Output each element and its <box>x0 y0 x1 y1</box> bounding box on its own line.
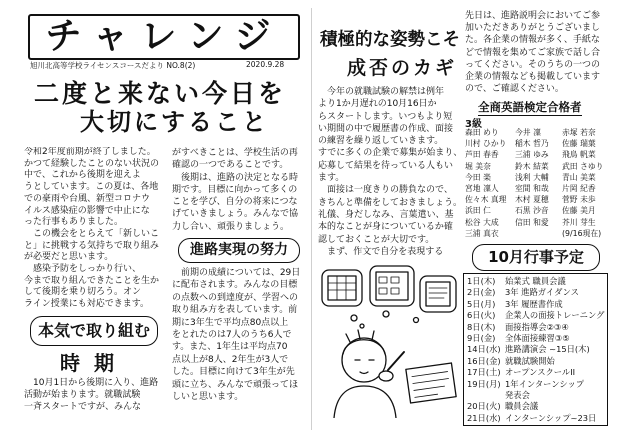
desk-paper <box>406 363 456 403</box>
notice-article <box>465 10 611 95</box>
names-row <box>465 127 611 138</box>
name-cell: 鈴木 結菜 <box>515 161 549 171</box>
names-row <box>465 172 611 183</box>
passer-names-list <box>465 127 611 239</box>
document-boxes <box>379 277 399 294</box>
thought-dot <box>414 318 419 323</box>
schedule-event: 就職試験開始 <box>505 355 555 366</box>
schedule-event: インターンシップ~23日 <box>505 412 597 423</box>
name-cell: 信田 和愛 <box>515 217 549 227</box>
names-row <box>465 194 611 205</box>
paper-sheet <box>406 363 456 403</box>
student-thinking-illustration <box>316 262 462 418</box>
name-cell: 佐藤 瑞葉 <box>562 139 596 149</box>
names-row <box>465 217 611 228</box>
schedule-event: 面接指導会②③④ <box>505 321 569 332</box>
schedule-row <box>467 333 607 344</box>
schedule-event: 進路講演会 ~15日(木) <box>505 344 590 355</box>
article-line: の点数への到達度が、学習への <box>172 292 299 303</box>
article-line: ことを学び、自分の将来につな <box>172 197 298 208</box>
continued-article <box>172 147 306 233</box>
schedule-date: 6日(火) <box>467 310 496 321</box>
name-cell: 川村 ひかり <box>465 139 507 149</box>
article-line: まず、作文で自分を表現する <box>318 246 444 257</box>
article-line: うとしています。この夏は、各地 <box>24 182 159 193</box>
names-row <box>465 205 611 216</box>
schedule-event: 発表会 <box>505 390 530 401</box>
document-icon <box>426 282 450 306</box>
schedule-list <box>463 273 608 426</box>
names-row <box>465 138 611 149</box>
schedule-row <box>467 322 607 333</box>
article-line: 期です。目標に向かって多くの <box>172 184 298 195</box>
article-line: かつて経験したことのない状況の <box>24 158 160 169</box>
schedule-event: 1年インターンシップ <box>505 378 585 389</box>
article-line: この機会をとらえて「新しいこ <box>24 228 160 239</box>
article-line: 面接は一度きりの勝負なので、 <box>318 185 453 196</box>
article-line: った行事もありました。 <box>24 217 124 228</box>
schedule-event: 3年 進路ガイダンス <box>505 287 579 298</box>
headline-line-1: 二度と来ない今日を <box>34 79 287 108</box>
article-line: 点以上が8人、2年生が3人で <box>172 354 289 365</box>
name-cell: 武田 さゆり <box>562 161 604 171</box>
schedule-row <box>467 356 607 367</box>
name-cell: 堀 美奈 <box>465 161 491 171</box>
schedule-date: 21日(水) <box>467 412 501 423</box>
article-line: がすべきことは、学校生活の再 <box>172 148 298 158</box>
thought-dot <box>351 315 357 321</box>
name-cell: 青山 美菜 <box>562 172 596 182</box>
section-heading-effort: 本気で取り組む <box>30 316 158 346</box>
schedule-row <box>467 390 607 401</box>
document-icon <box>328 276 356 300</box>
article-line: での豪雨や台風、新型コロナウ <box>24 193 151 204</box>
schedule-row <box>467 344 607 355</box>
article-line: が必要だと思います。 <box>24 252 114 263</box>
schedule-row <box>467 379 607 390</box>
article-line: の練習を繰り返していきます。 <box>318 136 444 147</box>
name-cell: 菅野 未歩 <box>562 195 596 205</box>
article-line: 感染予防をしっかり行い、 <box>24 264 142 275</box>
name-cell: 芥川 芽生 <box>562 217 596 227</box>
thought-dot <box>360 324 364 328</box>
name-cell: 木村 夏穂 <box>515 195 549 205</box>
article-line: しいと思います。 <box>172 392 244 403</box>
section-heading-attitude-sub: 成否のカギ <box>347 57 458 79</box>
article-line: 令和2年度前期が終了しました。 <box>24 147 156 157</box>
article-line: 今年の就職試験の解禁は例年 <box>318 87 445 97</box>
article-line: 認しておくことが大切です。 <box>318 234 435 245</box>
schedule-date: 14日(水) <box>467 344 501 355</box>
thought-dot <box>383 311 389 317</box>
name-cell: 浅利 大輔 <box>515 172 549 182</box>
article-line: た。各企業の情報が多く、手紙な <box>465 35 600 46</box>
schedule-event: 企業人の面接トレーニング <box>505 310 605 321</box>
article-line: きちんと準備をしておきましょう。 <box>318 197 462 208</box>
newsletter-subtitle: 旭川北高等学校ライセンスコースだより NO.8(2) <box>30 61 196 70</box>
section-heading-career: 進路実現の努力 <box>178 238 300 263</box>
article-line: ます。 <box>318 173 345 184</box>
article-line: 前期の成績については、29日 <box>172 268 301 278</box>
name-cell: (9/16現在) <box>562 228 602 238</box>
name-cell: 石黒 沙音 <box>515 206 549 216</box>
article-line: して後期を乗り切ろう。オン <box>24 287 142 298</box>
article-line: すでに多くの企業で募集が始まり、 <box>318 148 462 159</box>
names-row <box>465 149 611 160</box>
schedule-event: 始業式 職員会議 <box>505 276 566 286</box>
names-row <box>465 161 611 172</box>
schedule-row <box>467 367 607 378</box>
article-line: 頭に立ち、みんなで頑張ってほ <box>172 379 299 390</box>
schedule-event: 職員会議 <box>505 401 539 412</box>
name-cell: 赤塚 若奈 <box>562 128 596 137</box>
article-line: と」に挑戦する気持ちで取り組み <box>24 240 159 251</box>
pencil-icon <box>388 352 404 370</box>
article-line: 期に3年生で平均点80点以上 <box>172 317 289 328</box>
article-line: 確認の一つであることです。 <box>172 160 289 171</box>
article-line: 活動が始まります。就職試験 <box>24 390 141 400</box>
article-line: 中で、これから後期を迎えよ <box>24 170 141 181</box>
schedule-date <box>467 390 505 401</box>
issue-date: 2020.9.28 <box>246 60 285 69</box>
article-line: より1か月遅れの10月16日か <box>318 99 437 110</box>
section-heading-effort-sub: 時期 <box>60 351 128 375</box>
name-cell: 浜田 仁 <box>465 206 491 216</box>
name-cell: 松谷 大成 <box>465 217 499 227</box>
newsletter-title: チャレンジ <box>28 14 300 60</box>
article-line: す。また、1年生は平均点70 <box>172 342 288 353</box>
name-cell: 片岡 紀香 <box>562 184 596 194</box>
article-line: 力し合い、頑張りましょう。 <box>172 221 290 232</box>
article-line: 本的なことが身についているか確 <box>318 222 453 233</box>
name-cell: 宮地 凜人 <box>465 184 499 194</box>
name-cell: 稲木 哲乃 <box>515 139 549 149</box>
name-cell: 三浦 真衣 <box>465 228 499 238</box>
document-grid <box>328 276 356 300</box>
exam-heading: 全商英語検定合格者 <box>478 100 582 114</box>
schedule-date: 16日(金) <box>467 355 501 366</box>
names-row <box>465 228 611 239</box>
name-cell: 佐藤 美月 <box>562 206 596 216</box>
article-line: 一斉スタートですが、みんな <box>24 402 142 412</box>
section-heading-attitude: 積極的な姿勢こそ <box>320 30 460 50</box>
article-line: 後期は、進路の決定となる時 <box>172 172 299 183</box>
article-line: い期間の中で履歴書の作成、面接 <box>318 123 454 134</box>
schedule-event: 3年 履歴書作成 <box>505 298 563 309</box>
name-cell: 三浦 ゆみ <box>515 150 549 160</box>
names-row <box>465 183 611 194</box>
article-line: ので、ご確認ください。 <box>465 84 564 95</box>
article-line: どで情報を集めてご家族で話し合 <box>465 47 601 58</box>
career-article <box>172 267 306 403</box>
page-fold-divider <box>311 8 312 430</box>
name-cell: 佐々木 真理 <box>465 195 507 205</box>
article-line: げていきましょう。みんなで協 <box>172 209 299 220</box>
name-cell: 飛鳥 帆菜 <box>562 150 596 160</box>
article-line: した。目標に向けて3年生が先 <box>172 367 295 378</box>
attitude-article <box>318 86 462 258</box>
document-icon <box>376 272 408 300</box>
schedule-row <box>467 310 607 321</box>
article-line: 加いただきありがとうございまし <box>465 23 601 34</box>
schedule-heading: 10月行事予定 <box>472 244 600 271</box>
schedule-row <box>467 401 607 412</box>
schedule-date: 2日(金) <box>467 287 496 298</box>
schedule-row <box>467 276 607 287</box>
document-lines <box>429 288 447 298</box>
exam-grade-label: 3級 <box>465 119 482 130</box>
student-hand <box>379 371 393 381</box>
schedule-date: 5日(月) <box>467 298 496 309</box>
article-line: らスタートします。いつもより短 <box>318 111 453 122</box>
article-line: 応募して結果を待っている人もい <box>318 160 454 171</box>
article-line: に配布されます。みんなの目標 <box>172 280 298 291</box>
schedule-event: オープンスクールII <box>505 367 576 378</box>
schedule-date: 19日(月) <box>467 378 501 389</box>
name-cell: 今田 楽 <box>465 172 491 182</box>
name-cell <box>515 228 562 239</box>
article-line: イルス感染症の影響で中止にな <box>24 205 150 216</box>
schedule-row <box>467 287 607 298</box>
schedule-row <box>467 413 607 424</box>
article-line: 礼儀、身だしなみ、言葉遣い、基 <box>318 209 454 220</box>
schedule-date: 17日(土) <box>467 367 501 378</box>
schedule-date: 20日(火) <box>467 401 501 412</box>
schedule-date: 8日(木) <box>467 321 496 332</box>
name-cell: 室間 和哉 <box>515 184 549 194</box>
schedule-row <box>467 299 607 310</box>
schedule-date: 9日(金) <box>467 333 496 344</box>
article-line: 取り組み方を表しています。前 <box>172 305 298 316</box>
schedule-date: 1日(木) <box>467 276 496 286</box>
article-line: ってください。そのうちの一つの <box>465 59 601 70</box>
schedule-event: 全体面接練習③⑤ <box>505 333 570 344</box>
article-line: をとれたのは7人のうち6人で <box>172 330 292 341</box>
effort-article <box>24 377 164 413</box>
headline-line-2: 大切にすること <box>80 108 269 136</box>
article-line: 10月1日から後期に入り、進路 <box>24 378 159 388</box>
student-body <box>334 386 396 418</box>
article-line: ライン授業にも対応できます。 <box>24 299 150 310</box>
intro-article <box>24 147 164 311</box>
name-cell: 芦田 春香 <box>465 150 499 160</box>
name-cell: 今井 凜 <box>515 128 541 137</box>
name-cell: 森田 めり <box>465 128 499 137</box>
article-line: 今まで取り組んできたことを生か <box>24 275 160 286</box>
article-line: 先日は、進路説明会においてご参 <box>465 11 601 21</box>
article-line: 企業の情報なども掲載しています <box>465 72 601 83</box>
